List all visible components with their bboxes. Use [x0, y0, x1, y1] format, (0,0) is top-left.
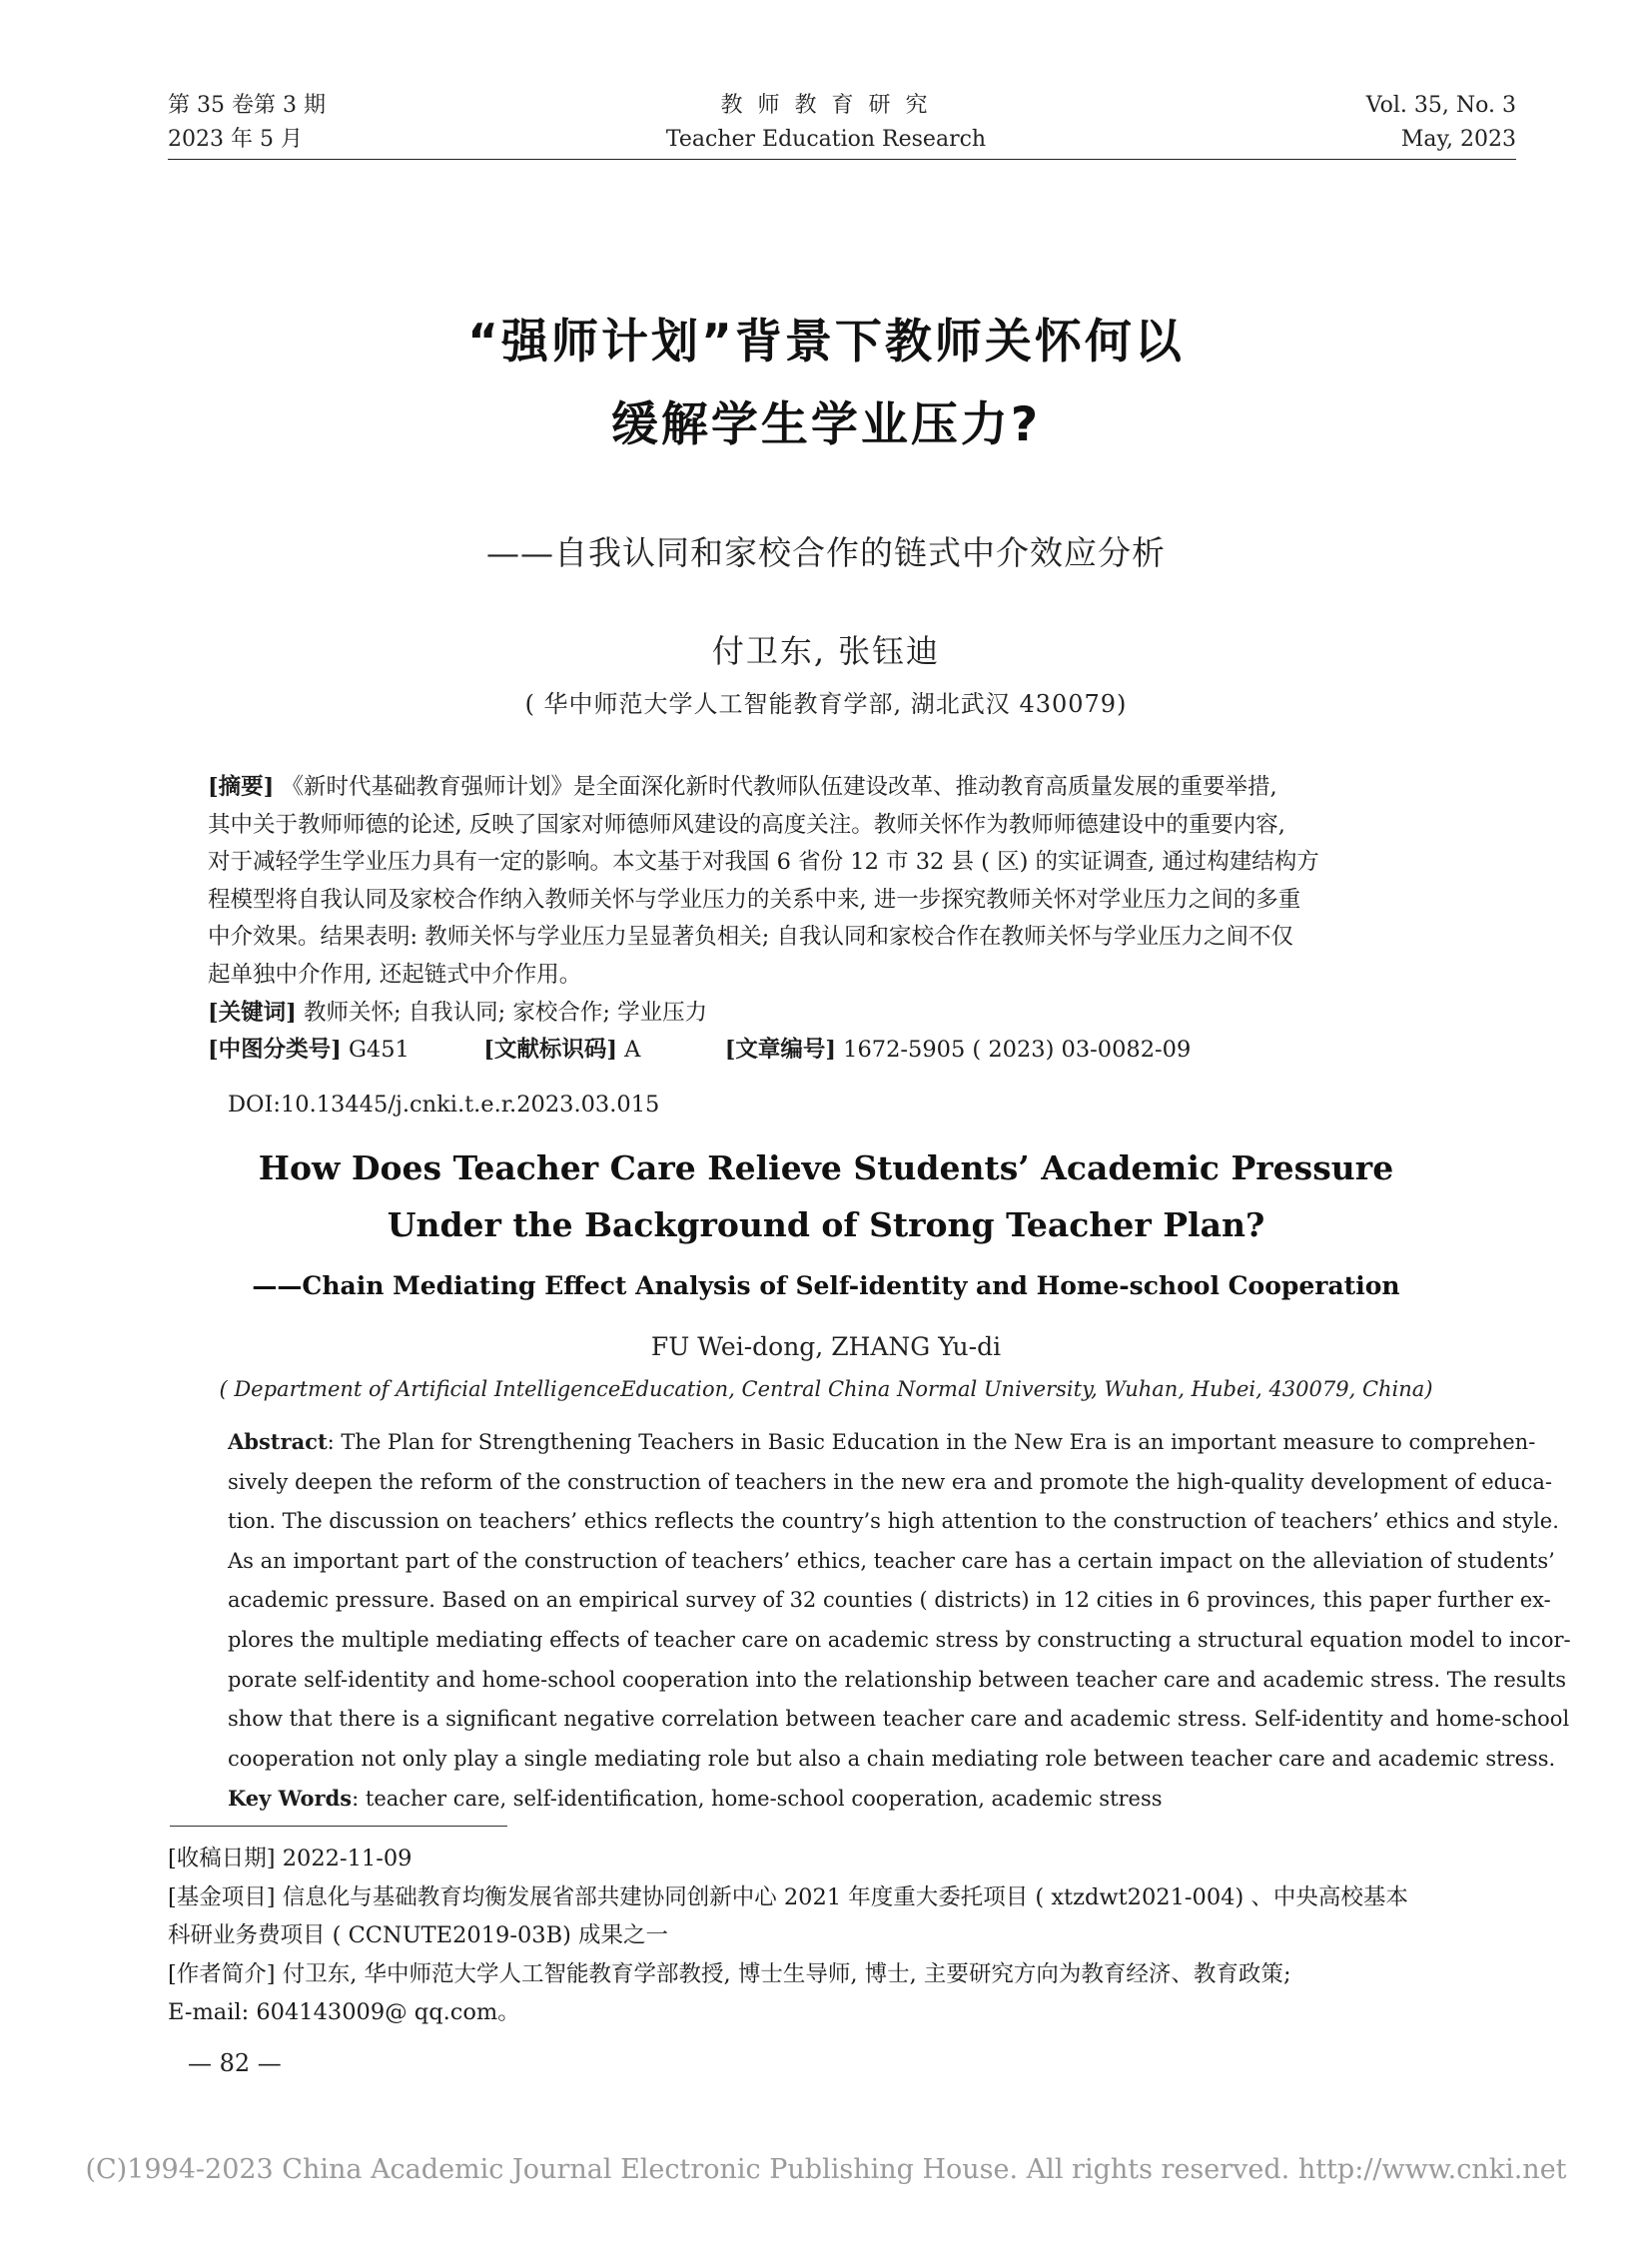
footnotes [168, 1840, 1506, 2032]
abstract-cn-line: 起单独中介作用, 还起链式中介作用。 [208, 961, 582, 988]
clc-label: [中图分类号] [208, 1037, 342, 1064]
abstract-en-line: : The Plan for Strengthening Teachers in Basic Education in the New Era is an important measure to comprehen- [327, 1430, 1536, 1454]
page-number: — 82 — [188, 2049, 282, 2077]
affiliation-cn: ( 华中师范大学人工智能教育学部, 湖北武汉 430079) [524, 690, 1128, 718]
header-journal-en: Teacher Education Research [665, 127, 987, 152]
abstract-en [228, 1422, 1571, 1820]
abstract-cn-line: 程模型将自我认同及家校合作纳入教师关怀与学业压力的关系中来, 进一步探究教师关怀对学业压力之间的多重 [208, 886, 1301, 913]
fund-text-cont: 科研业务费项目 ( CCNUTE2019-03B) 成果之一 [168, 1922, 669, 1948]
author-email: E-mail: 604143009@ qq.com。 [168, 1999, 520, 2025]
abstract-en-line: As an important part of the construction of teachers’ ethics, teacher care has a certain impact on the alleviation of students’ [228, 1548, 1555, 1573]
abstract-cn-line: 其中关于教师师德的论述, 反映了国家对师德师风建设的高度关注。教师关怀作为教师师德建设中的重要内容, [208, 811, 1285, 838]
abstract-en-line: academic pressure. Based on an empirical survey of 32 counties ( districts) in 12 cities in 6 provinces, this paper further ex- [228, 1588, 1551, 1613]
footnote-rule [170, 1826, 507, 1827]
author-bio-label: [作者简介] [168, 1960, 276, 1987]
subtitle-en: ——Chain Mediating Effect Analysis of Self-identity and Home-school Cooperation [252, 1271, 1400, 1300]
authors-en: FU Wei-dong, ZHANG Yu-di [650, 1332, 1002, 1361]
title-cn-line2: 缓解学生学业压力? [610, 397, 1042, 452]
abstract-cn-line: 《新时代基础教育强师计划》是全面深化新时代教师队伍建设改革、推动教育高质量发展的重要举措, [281, 774, 1277, 800]
abstract-cn [208, 769, 1484, 1070]
copyright-notice: (C)1994-2023 China Academic Journal Electronic Publishing House. All rights reserved. http://www.cnki.net [85, 2154, 1567, 2185]
doc-code-value: A [624, 1037, 641, 1064]
header-date-en: May, 2023 [1400, 127, 1516, 152]
received-date: 2022-11-09 [282, 1846, 413, 1871]
doi: DOI:10.13445/j.cnki.t.e.r.2023.03.015 [228, 1092, 660, 1118]
abstract-en-line: cooperation not only play a single mediating role but also a chain mediating role between teacher care and academic stress. [228, 1746, 1556, 1771]
received-label: [收稿日期] [168, 1846, 276, 1871]
affiliation-en: ( Department of Artificial IntelligenceEducation, Central China Normal University, Wuhan, Hubei, 430079, China) [219, 1377, 1433, 1401]
abstract-en-label: Abstract [228, 1429, 328, 1454]
abstract-cn-line: 对于减轻学生学业压力具有一定的影响。本文基于对我国 6 省份 12 市 32 县 ( 区) 的实证调查, 通过构建结构方 [208, 849, 1319, 876]
header-date-cn: 2023 年 5 月 [168, 127, 303, 152]
keywords-cn-label: [关键词] [208, 999, 297, 1026]
header-volume-en: Vol. 35, No. 3 [1365, 93, 1516, 118]
article-no-value: 1672-5905 ( 2023) 03-0082-09 [843, 1037, 1192, 1064]
fund-label: [基金项目] [168, 1883, 276, 1910]
header-rule [168, 159, 1516, 160]
abstract-en-line: porate self-identity and home-school cooperation into the relationship between teacher care and academic stress. The results [228, 1667, 1567, 1692]
title-en-line1: How Does Teacher Care Relieve Students’ Academic Pressure [258, 1148, 1394, 1187]
article-no-label: [文章编号] [724, 1037, 836, 1064]
doc-code-label: [文献标识码] [483, 1037, 617, 1064]
abstract-en-line: tion. The discussion on teachers’ ethics reflects the country’s high attention to the construction of teachers’ ethics and style. [228, 1509, 1559, 1534]
abstract-cn-line: 中介效果。结果表明: 教师关怀与学业压力呈显著负相关; 自我认同和家校合作在教师关怀与学业压力之间不仅 [208, 924, 1293, 951]
title-en-line2: Under the Background of Strong Teacher Plan? [387, 1205, 1265, 1244]
keywords-cn: 教师关怀; 自我认同; 家校合作; 学业压力 [303, 999, 708, 1026]
author-bio-text: 付卫东, 华中师范大学人工智能教育学部教授, 博士生导师, 博士, 主要研究方向为教育经济、教育政策; [282, 1960, 1291, 1987]
abstract-cn-label: [摘要] [208, 774, 275, 800]
subtitle-cn: ——自我认同和家校合作的链式中介效应分析 [486, 533, 1166, 572]
header-volume-cn: 第 35 卷第 3 期 [168, 93, 326, 118]
clc-value: G451 [348, 1037, 410, 1064]
abstract-en-line: plores the multiple mediating effects of teacher care on academic stress by constructing a structural equation model to incor- [228, 1627, 1571, 1652]
abstract-en-line: sively deepen the reform of the construction of teachers in the new era and promote the high-quality development of educa- [228, 1469, 1553, 1494]
fund-text: 信息化与基础教育均衡发展省部共建协同创新中心 2021 年度重大委托项目 ( xtzdwt2021-004) 、中央高校基本 [282, 1883, 1408, 1910]
keywords-en-label: Key Words [228, 1786, 353, 1812]
abstract-en-line: show that there is a significant negative correlation between teacher care and academic stress. Self-identity and home-school [228, 1707, 1570, 1732]
keywords-en: : teacher care, self-identification, home-school cooperation, academic stress [352, 1787, 1163, 1812]
authors-cn: 付卫东, 张钰迪 [711, 632, 941, 670]
title-cn-line1: “强师计划”背景下教师关怀何以 [467, 315, 1185, 370]
header-journal-cn: 教 师 教 育 研 究 [720, 93, 932, 118]
